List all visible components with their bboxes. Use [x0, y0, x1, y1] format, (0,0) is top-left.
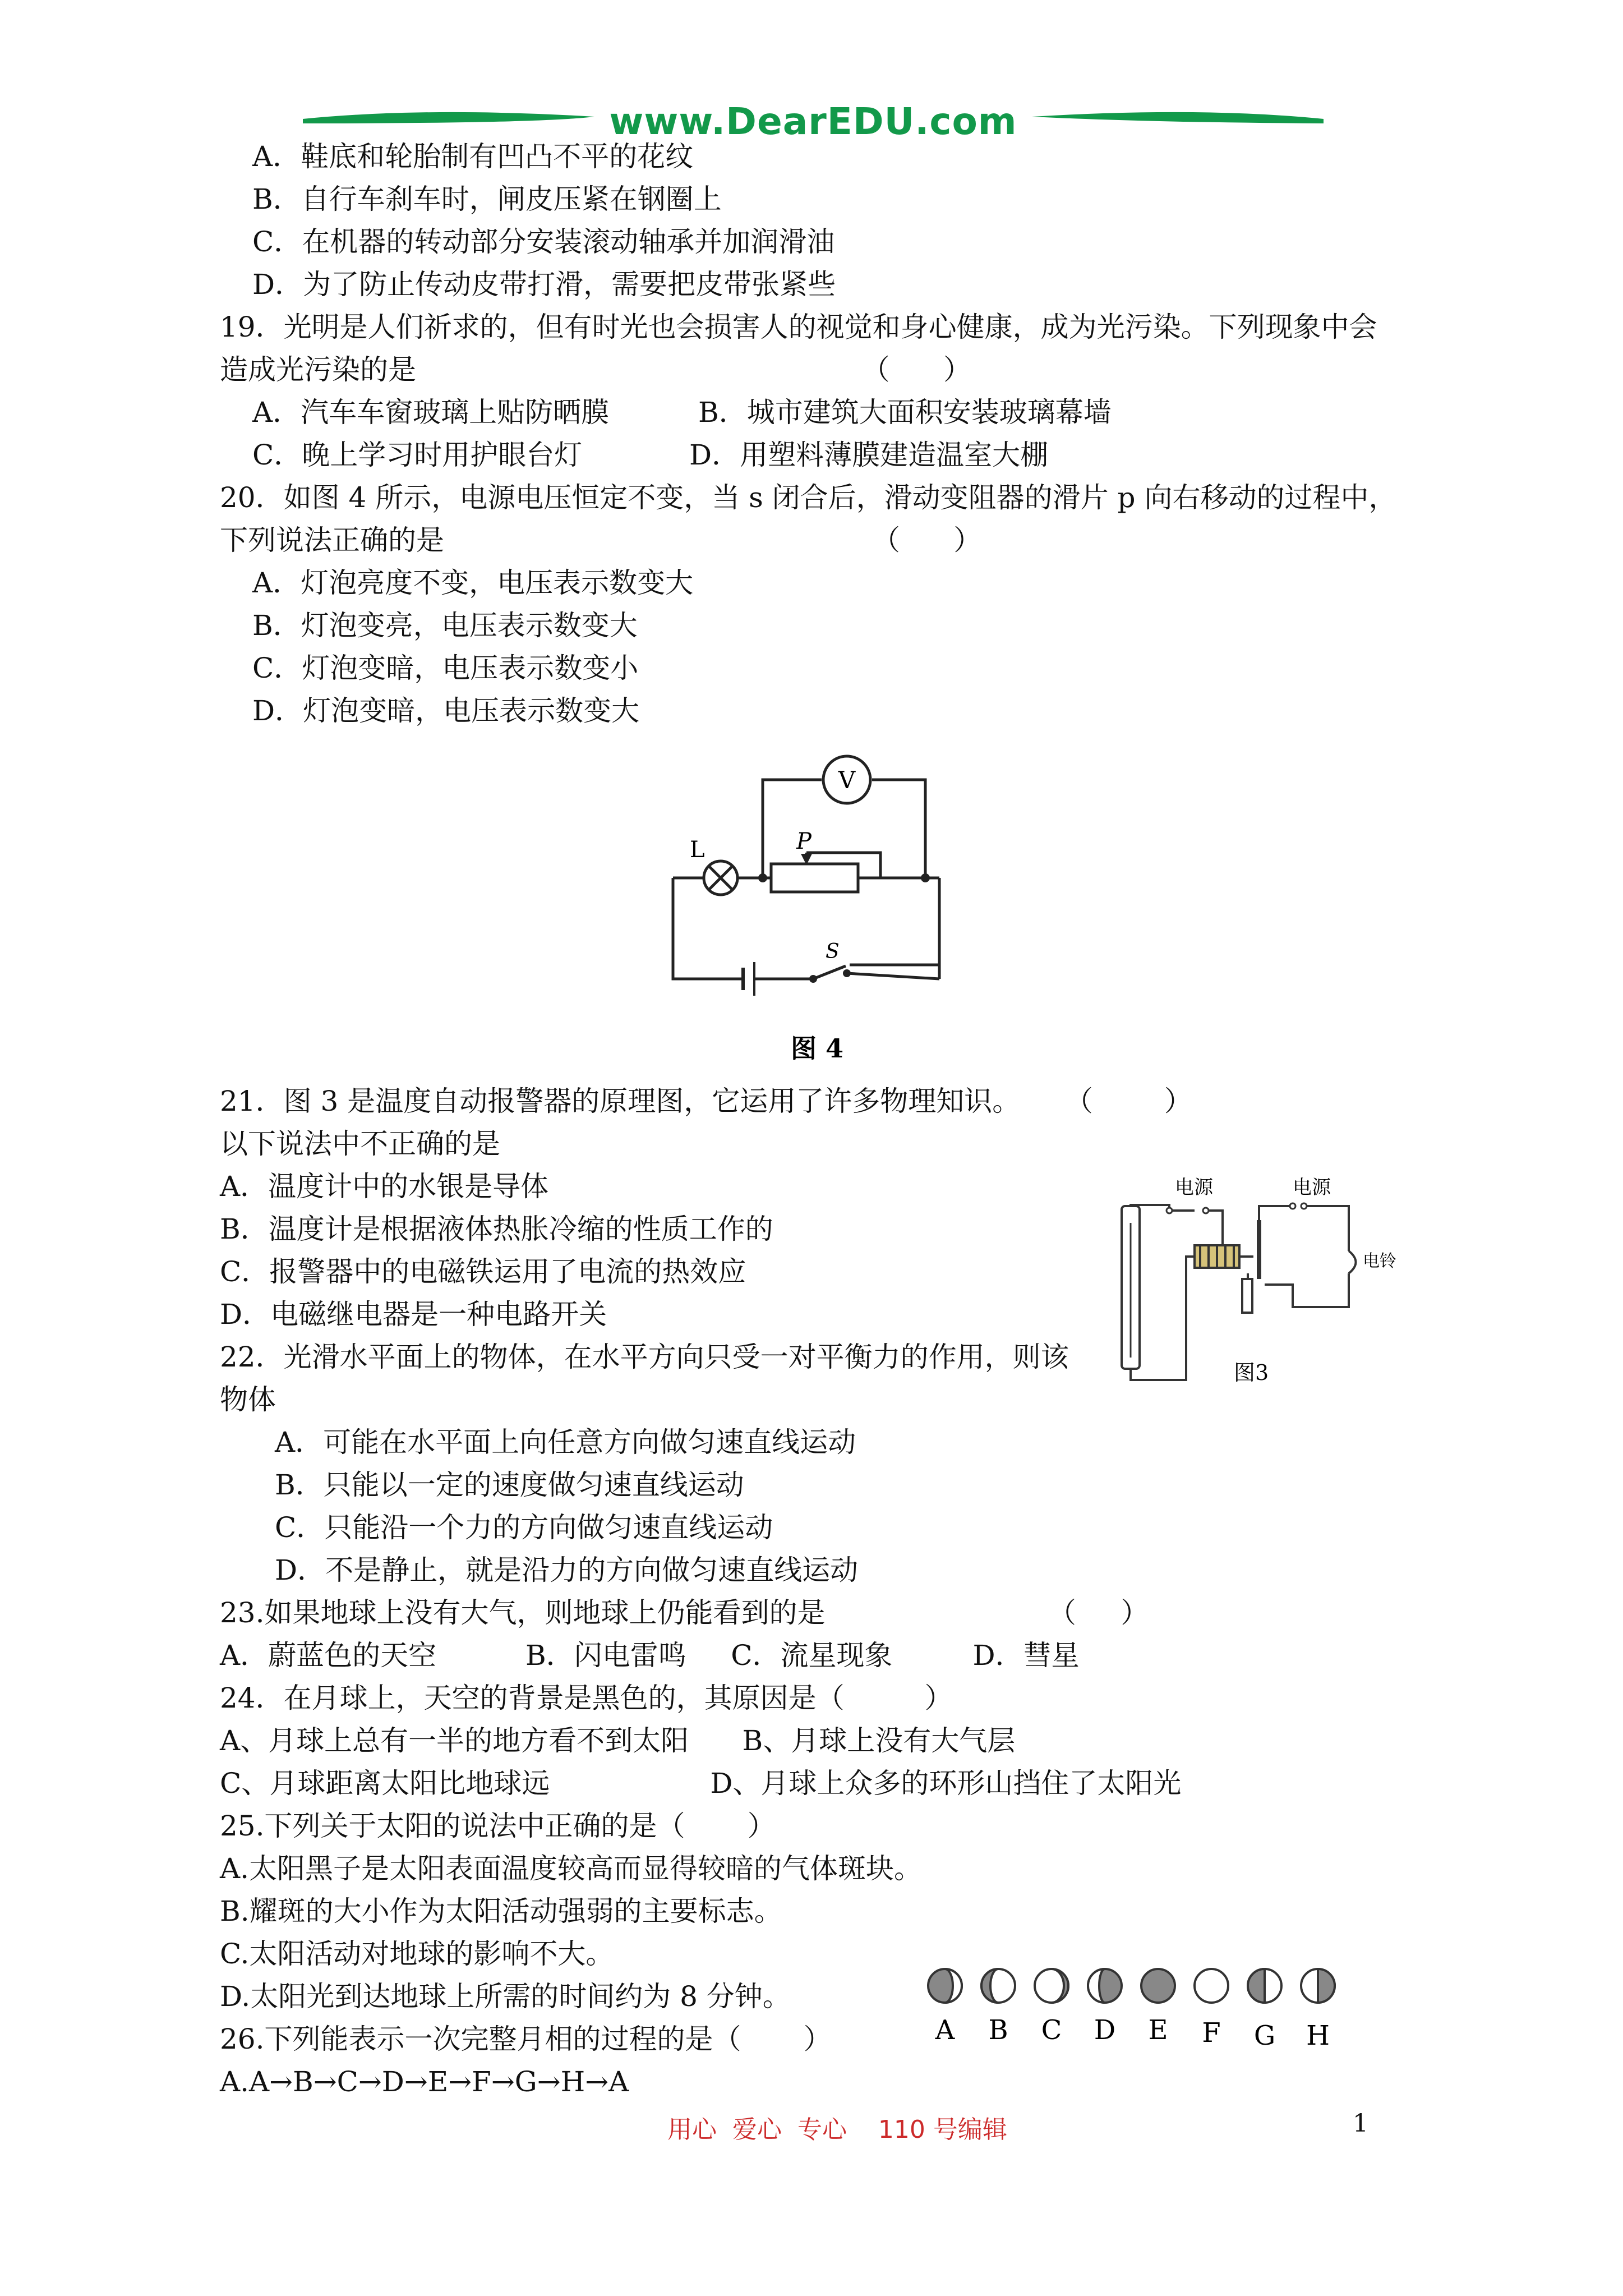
- moon-label-f: F: [1202, 2017, 1221, 2049]
- moon-label-h: H: [1306, 2020, 1330, 2051]
- question-24: 24．在月球上，天空的背景是黑色的，其原因是（ ）: [220, 1682, 953, 1714]
- slider-label: P: [796, 829, 811, 854]
- bell-label: 电铃: [1363, 1251, 1396, 1271]
- moon-label-b: B: [988, 2014, 1008, 2046]
- options-19ab: A．汽车车窗玻璃上贴防晒膜 B．城市建筑大面积安装玻璃幕墙: [252, 396, 1112, 429]
- options-24cd: C、月球距离太阳比地球远 D、月球上众多的环形山挡住了太阳光: [220, 1767, 1182, 1800]
- option-18d: D．为了防止传动皮带打滑，需要把皮带张紧些: [252, 268, 836, 301]
- power-label-1: 电源: [1175, 1176, 1213, 1199]
- moon-phases-figure: [923, 1961, 1371, 2056]
- figure-3-caption: 图3: [1234, 1360, 1269, 1385]
- question-26: 26.下列能表示一次完整月相的过程的是（ ）: [220, 2023, 832, 2055]
- moon-label-a: A: [935, 2014, 955, 2046]
- moon-label-d: D: [1094, 2014, 1116, 2046]
- option-25c: C.太阳活动对地球的影响不大。: [220, 1938, 614, 1970]
- question-19: 19．光明是人们祈求的，但有时光也会损害人的视觉和身心健康，成为光污染。下列现象中会: [220, 311, 1377, 343]
- question-20-cont: 下列说法正确的是 （ ）: [220, 524, 982, 556]
- options-19cd: C．晚上学习时用护眼台灯 D．用塑料薄膜建造温室大棚: [252, 439, 1049, 471]
- option-18a: A．鞋底和轮胎制有凹凸不平的花纹: [252, 140, 694, 173]
- question-22: 22．光滑水平面上的物体，在水平方向只受一对平衡力的作用，则该: [220, 1341, 1069, 1373]
- option-22c: C．只能沿一个力的方向做匀速直线运动: [275, 1511, 773, 1544]
- lamp-label: L: [690, 837, 705, 863]
- question-25: 25.下列关于太阳的说法中正确的是（ ）: [220, 1810, 776, 1842]
- option-26a: A.A→B→C→D→E→F→G→H→A: [220, 2065, 629, 2098]
- voltmeter-label: V: [838, 766, 856, 794]
- figure-3-alarm: [1108, 1167, 1422, 1402]
- option-25b: B.耀斑的大小作为太阳活动强弱的主要标志。: [220, 1895, 782, 1927]
- option-22a: A．可能在水平面上向任意方向做匀速直线运动: [275, 1426, 856, 1458]
- option-25d: D.太阳光到达地球上所需的时间约为 8 分钟。: [220, 1980, 791, 2013]
- option-20b: B．灯泡变亮，电压表示数变大: [252, 609, 638, 642]
- option-21b: B．温度计是根据液体热胀冷缩的性质工作的: [220, 1213, 773, 1245]
- option-20d: D．灯泡变暗，电压表示数变大: [252, 694, 640, 727]
- figure-4-caption: 图 4: [791, 1033, 844, 1064]
- question-21: 21．图 3 是温度自动报警器的原理图，它运用了许多物理知识。 （ ）: [220, 1085, 1192, 1117]
- option-18c: C．在机器的转动部分安装滚动轴承并加润滑油: [252, 226, 835, 258]
- option-21d: D．电磁继电器是一种电路开关: [220, 1298, 607, 1331]
- options-24ab: A、月球上总有一半的地方看不到太阳 B、月球上没有大气层: [220, 1724, 1016, 1757]
- option-21a: A．温度计中的水银是导体: [220, 1170, 549, 1203]
- moon-label-c: C: [1041, 2014, 1062, 2046]
- options-23: A．蔚蓝色的天空 B．闪电雷鸣 C．流星现象 D．彗星: [220, 1639, 1080, 1672]
- question-20: 20．如图 4 所示，电源电压恒定不变，当 s 闭合后，滑动变阻器的滑片 p 向右移动的过程中，: [220, 481, 1397, 514]
- option-22d: D．不是静止，就是沿力的方向做匀速直线运动: [275, 1554, 859, 1586]
- option-25a: A.太阳黑子是太阳表面温度较高而显得较暗的气体斑块。: [220, 1852, 923, 1885]
- question-21-cont: 以下说法中不正确的是: [220, 1128, 500, 1160]
- power-label-2: 电源: [1293, 1176, 1331, 1199]
- option-18b: B．自行车刹车时，闸皮压紧在钢圈上: [252, 183, 722, 215]
- page-number: 1: [1353, 2109, 1368, 2138]
- question-23: 23.如果地球上没有大气，则地球上仍能看到的是 （ ）: [220, 1596, 1149, 1629]
- question-22-cont: 物体: [220, 1383, 276, 1416]
- option-22b: B．只能以一定的速度做匀速直线运动: [275, 1469, 744, 1501]
- option-20a: A．灯泡亮度不变，电压表示数变大: [252, 567, 694, 599]
- footer-text: 用心 爱心 专心 110 号编辑: [667, 2115, 1007, 2144]
- switch-label: S: [826, 940, 840, 963]
- moon-label-g: G: [1253, 2020, 1276, 2051]
- moon-label-e: E: [1148, 2014, 1168, 2046]
- option-20c: C．灯泡变暗，电压表示数变小: [252, 652, 639, 684]
- option-21c: C．报警器中的电磁铁运用了电流的热效应: [220, 1255, 746, 1288]
- figure-4-circuit: [656, 746, 970, 1071]
- site-logo: www.DearEDU.com: [609, 100, 1017, 143]
- question-19-cont: 造成光污染的是 （ ）: [220, 353, 972, 386]
